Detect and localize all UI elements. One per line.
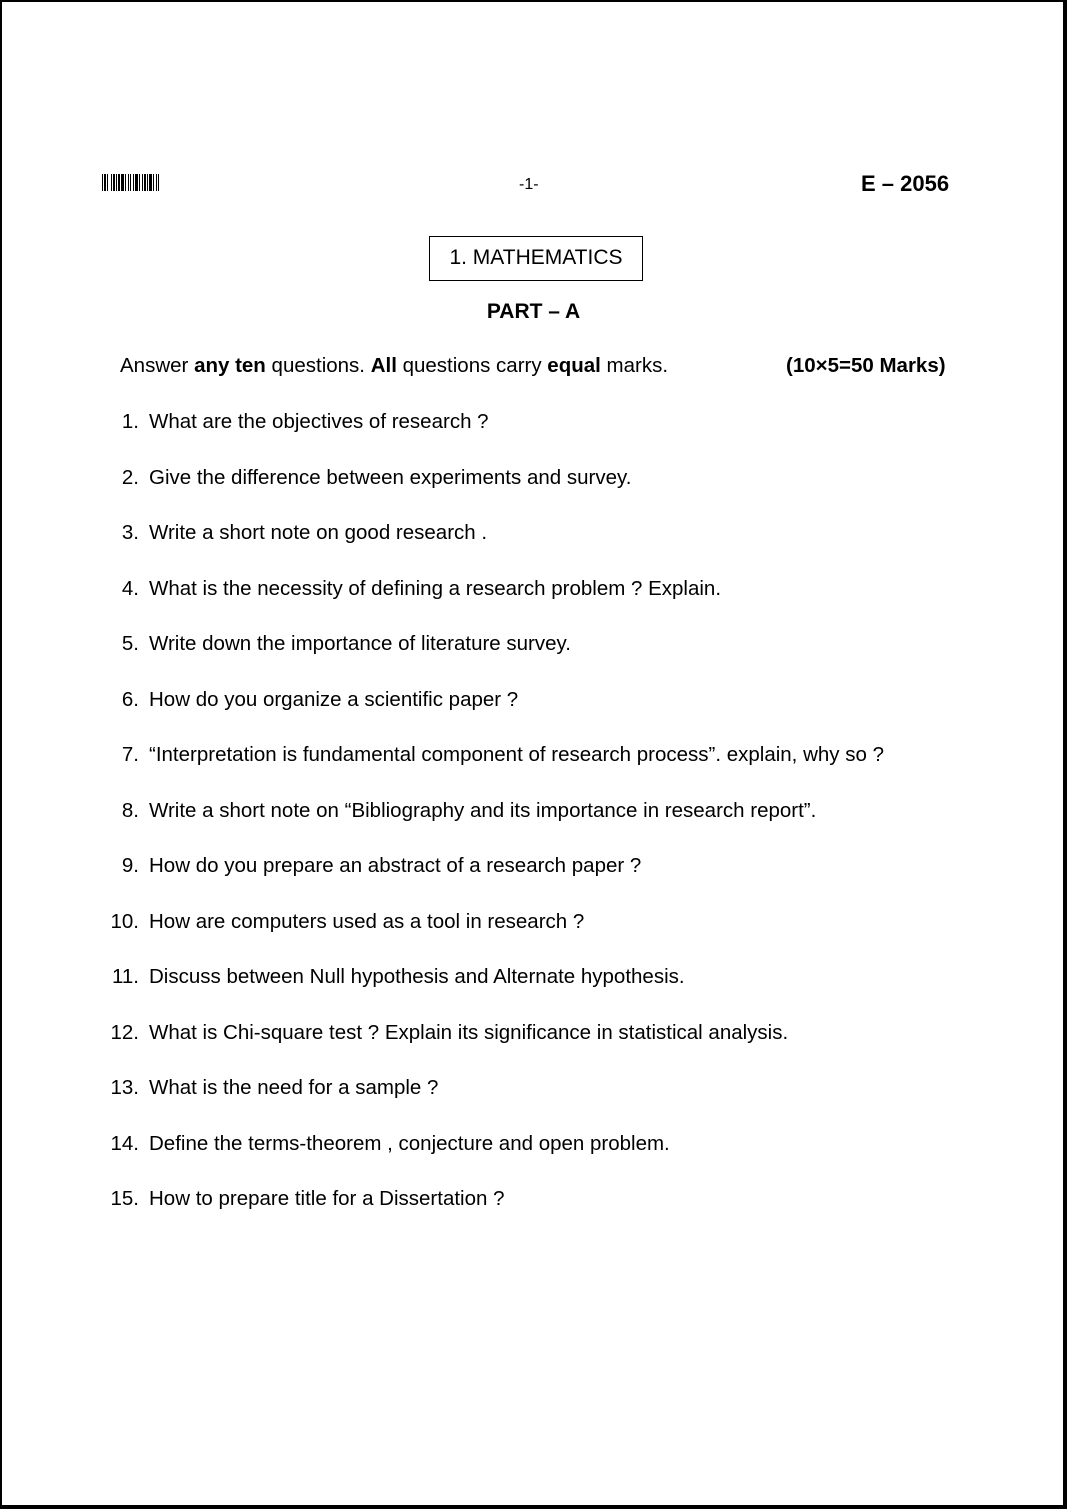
question-number: 10. xyxy=(110,909,139,933)
question-text: How are computers used as a tool in research ? xyxy=(149,909,585,933)
question-item xyxy=(100,627,940,661)
question-item xyxy=(100,1071,940,1105)
question-number: 14. xyxy=(110,1131,139,1155)
question-number: 12. xyxy=(110,1020,139,1044)
question-item xyxy=(100,683,940,717)
question-text: How to prepare title for a Dissertation ? xyxy=(149,1187,505,1210)
question-text: What is the need for a sample ? xyxy=(149,1076,439,1099)
question-item xyxy=(100,794,940,828)
question-item xyxy=(100,849,940,883)
question-number: 11. xyxy=(112,965,139,988)
question-item xyxy=(100,1127,940,1161)
question-number: 3. xyxy=(121,521,139,544)
question-item xyxy=(100,461,940,495)
question-item xyxy=(100,516,940,550)
question-number: 15. xyxy=(110,1187,139,1210)
question-text: Discuss between Null hypothesis and Alternate hypothesis. xyxy=(149,965,685,988)
question-text: Write a short note on good research . xyxy=(149,521,488,544)
paper-code: E – 2056 xyxy=(861,171,950,196)
question-list xyxy=(100,405,940,1238)
instr-bold: any ten xyxy=(194,354,266,377)
question-number: 13. xyxy=(110,1076,139,1099)
question-text: Define the terms-theorem , conjecture and open problem. xyxy=(149,1131,670,1155)
question-text: What is Chi-square test ? Explain its significance in statistical analysis. xyxy=(149,1020,789,1044)
question-number: 1. xyxy=(121,410,139,433)
marks-allocation: (10×5=50 Marks) xyxy=(786,354,946,377)
instructions xyxy=(120,354,668,378)
instr-bold: All xyxy=(370,354,397,377)
question-item xyxy=(100,1182,940,1216)
question-text: What are the objectives of research ? xyxy=(149,410,489,433)
instr-text: questions carry xyxy=(396,354,548,377)
question-item xyxy=(100,960,940,994)
instr-text: questions. xyxy=(265,354,371,377)
question-text: How do you prepare an abstract of a research paper ? xyxy=(149,854,642,877)
question-item xyxy=(100,572,940,606)
question-text: Write a short note on “Bibliography and its importance in research report”. xyxy=(149,798,817,822)
question-item xyxy=(100,1016,940,1050)
question-item xyxy=(100,405,940,439)
part-heading: PART – A xyxy=(486,300,581,323)
page-number: -1- xyxy=(519,176,539,193)
question-number: 9. xyxy=(121,854,139,877)
instr-text: Answer xyxy=(120,354,195,377)
barcode-icon xyxy=(102,174,231,191)
subject-title: 1. MATHEMATICS xyxy=(429,236,643,281)
question-number: 2. xyxy=(121,465,139,489)
question-number: 8. xyxy=(121,798,139,822)
question-number: 6. xyxy=(121,687,139,711)
instr-text: marks. xyxy=(600,354,669,377)
question-text: What is the necessity of defining a research problem ? Explain. xyxy=(149,576,722,600)
question-item xyxy=(100,905,940,939)
question-text: “Interpretation is fundamental component of research process”. explain, why so ? xyxy=(149,743,884,766)
question-number: 4. xyxy=(121,576,139,600)
question-number: 5. xyxy=(121,632,139,655)
question-text: How do you organize a scientific paper ? xyxy=(149,687,519,711)
question-number: 7. xyxy=(121,743,139,766)
question-item xyxy=(100,738,940,772)
instr-bold: equal xyxy=(547,354,601,377)
question-text: Write down the importance of literature survey. xyxy=(149,632,571,655)
question-text: Give the difference between experiments and survey. xyxy=(149,465,632,489)
